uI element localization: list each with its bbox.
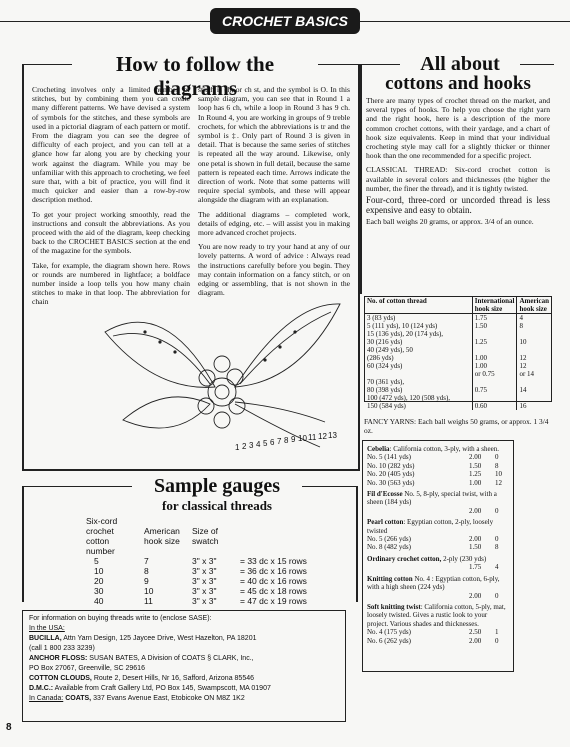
cottons-text	[366, 96, 550, 231]
cell	[517, 330, 551, 338]
cell: 0.60	[472, 402, 517, 410]
cell: 80 (398 yds)	[367, 386, 403, 394]
cell: No. 20 (405 yds)	[367, 470, 415, 479]
cell: 2.00	[469, 591, 482, 600]
crochet-diagram-figure	[85, 292, 355, 464]
diagram-number: 3	[249, 441, 254, 450]
gauges-header-spacer	[236, 516, 311, 556]
diagram-number: 12	[318, 432, 327, 441]
supplier-name: COTTON CLOUDS,	[29, 675, 92, 682]
yarn-row	[367, 462, 509, 470]
cell	[367, 563, 469, 571]
cell: 1.00	[472, 354, 517, 362]
cell: 30	[94, 586, 104, 596]
cell: 5	[94, 556, 99, 566]
cell: 3" x 3"	[192, 566, 217, 576]
cell: 0	[495, 453, 499, 462]
cell: 2.00	[469, 506, 482, 515]
cell: 10	[495, 470, 502, 479]
diagram-number: 2	[242, 442, 247, 451]
supplier-name: BUCILLA,	[29, 635, 62, 642]
supplier-box	[22, 610, 346, 722]
yarn-row	[367, 479, 509, 487]
cell: 2.00	[469, 453, 482, 462]
page-number: 8	[6, 722, 12, 733]
table-row	[365, 330, 551, 338]
fancy-yarns-box	[362, 440, 514, 672]
gauges-title: Sample gauges	[153, 475, 281, 497]
cell: 10	[517, 338, 551, 346]
cell: 1.75	[469, 563, 482, 572]
cell: 30 (216 yds)	[367, 338, 403, 346]
frame-top-left	[22, 64, 72, 65]
usa-label: In the USA:	[29, 625, 65, 632]
cell: No. 5 (266 yds)	[367, 535, 411, 544]
yarn-row	[367, 543, 509, 551]
yarn-name: Soft knitting twist	[367, 602, 421, 611]
diagram-number: 8	[284, 436, 289, 445]
cell: 1.25	[469, 470, 482, 479]
leaf-bottom-left	[123, 397, 210, 428]
table-row	[365, 346, 551, 354]
cell	[472, 346, 517, 354]
cell: 11	[144, 596, 153, 606]
yarn-group	[367, 490, 509, 515]
yarn-group	[367, 603, 509, 645]
gauges-table	[82, 516, 311, 606]
cell: 3 (83 yds)	[367, 314, 396, 322]
cell	[367, 507, 469, 515]
table-row	[82, 556, 311, 566]
cell: 10	[144, 586, 154, 596]
fancy-yarns-text	[364, 418, 550, 435]
gauges-header: Size of swatch	[192, 526, 219, 546]
yarn-desc: 2-ply (230 yds)	[441, 554, 487, 563]
yarn-group	[367, 518, 509, 552]
cell: 70 (361 yds),	[367, 378, 405, 386]
table-row	[365, 322, 551, 330]
supplier-line	[29, 644, 339, 654]
table-row	[365, 354, 551, 362]
cell: No. 10 (282 yds)	[367, 461, 415, 470]
supplier-name: D.M.C.:	[29, 685, 54, 692]
cell: 4	[517, 314, 551, 323]
cell: No. 6 (262 yds)	[367, 636, 411, 645]
yarn-group	[367, 445, 509, 487]
gauges-header: American hook size	[144, 526, 180, 546]
yarn-name: Ordinary crochet cotton,	[367, 554, 442, 563]
yarn-row	[367, 637, 509, 645]
supplier-text: SUSAN BATES, A Division of COATS § CLARK, Inc.,	[87, 655, 254, 662]
cell: 20	[94, 576, 104, 586]
cell: 9	[144, 576, 149, 586]
table-row	[82, 566, 311, 576]
diagram-number: 13	[328, 431, 337, 440]
cell: 3" x 3"	[192, 596, 217, 606]
yarn-name: Pearl cotton	[367, 518, 404, 527]
cell	[472, 378, 517, 386]
cottons-title-1: All about	[420, 53, 500, 75]
cell: 2.50	[469, 628, 482, 637]
canada-label: In Canada:	[29, 695, 64, 702]
yarn-desc: : California cotton, 3-ply, with a sheen.	[389, 445, 499, 453]
cell: = 47 dc x 19 rows	[240, 596, 307, 606]
cell	[517, 378, 551, 386]
diagrams-para-4: stitch is ch, or ch st, and the symbol is O. In this sample diagram, you can see that in Round 1 a loop has 6 ch, while a loop in Round 3 has 9 ch. In Round 4, you are working in groups of 9 treble crochets, for which the abbreviations is tr and the symbol is ‡. Only part of Round 3 is given in detail. That is because the same series of stitches is repeated all the way around. Likewise, only one petal is shown in full detail, because the same pattern is repeated each time. Arrows indicate the direction of work. Note that some patterns will require special symbols, and these will appear alongside the diagram with an explanation.	[198, 85, 350, 205]
cell: 0	[495, 591, 499, 600]
cell: No. 4 (175 yds)	[367, 628, 411, 637]
cell: 12	[517, 354, 551, 362]
leaf-left	[105, 322, 215, 387]
table-row	[365, 314, 551, 323]
hook-table	[365, 297, 551, 410]
cell: 8	[144, 566, 149, 576]
diagrams-para-1: Crocheting involves only a limited number of stitches, but by combining them you can create many different patterns. We have devised a system of symbols for the stitches, and these symbols are used in a pictorial diagram of each pattern or motif. From the diagram you can see the degree of difficulty of each project, and you can tell at a glance how far along you are by checking your work against the diagram. While you may be unfamiliar with this approach to crocheting, we feel sure that, with a bit of practice, you will find it much quicker and easier than a row-by-row description method.	[32, 85, 190, 205]
cell	[517, 346, 551, 354]
cottons-title-2: cottons and hooks	[385, 73, 531, 94]
cell: 4	[495, 563, 499, 572]
cell: 1.50	[472, 322, 517, 330]
cottons-frame-top-left	[360, 64, 400, 65]
fancy-label: FANCY YARNS	[364, 417, 415, 426]
diagrams-title: How to follow the diagrams	[115, 52, 275, 100]
table-row	[82, 576, 311, 586]
supplier-line-canada	[29, 694, 339, 704]
table-row	[365, 402, 551, 410]
yarn-name: Knitting cotton	[367, 574, 413, 583]
diagram-number: 7	[277, 437, 282, 446]
hook-table-header: No. of cotton thread	[365, 297, 472, 314]
supplier-name: COATS,	[65, 695, 92, 702]
yarn-row	[367, 563, 509, 571]
cell: 14	[517, 386, 551, 394]
diagrams-col-2	[198, 85, 350, 302]
supplier-text: PO Box 27067, Greenville, SC 29616	[29, 665, 145, 672]
cell: 1.75	[472, 314, 517, 323]
hook-table-header: International hook size	[472, 297, 517, 314]
diagram-number: 5	[263, 439, 268, 448]
gauges-subtitle: for classical threads	[161, 498, 272, 513]
fancy-text: : Each ball weighs 50 grams, or approx. 1 3/4 oz.	[364, 417, 549, 435]
supplier-line	[29, 634, 339, 644]
cell: No. 5 (141 yds)	[367, 453, 411, 462]
yarn-row	[367, 535, 509, 543]
ply-text: Four-cord, three-cord or uncorded thread is less expensive and easy to obtain.	[366, 195, 550, 216]
diagram-number: 1	[235, 443, 240, 452]
table-row	[365, 378, 551, 386]
cell: or 0.75	[472, 370, 517, 378]
cell: 60 (324 yds)	[367, 362, 403, 370]
yarn-desc: : Egyptian cotton, 2-ply, loosely twisted	[367, 518, 494, 535]
supplier-text: Attn Yarn Design, 125 Jaycee Drive, West Hazelton, PA 18201	[61, 635, 257, 642]
supplier-line	[29, 664, 339, 674]
cell: 1.00	[469, 478, 482, 487]
leaf-right	[235, 304, 340, 387]
cell: 0	[495, 636, 499, 645]
cell: 8	[495, 543, 499, 552]
cell: 10	[94, 566, 104, 576]
yarn-name: Fil d'Ecosse	[367, 490, 403, 499]
table-row	[365, 370, 551, 378]
yarn-row	[367, 628, 509, 636]
diagrams-para-2: To get your project working smoothly, read the instructions and consult the abbreviations. As you proceed with the aid of the diagram, keep checking back to the CROCHET BASICS section at the end of the magazine for the symbols.	[32, 209, 190, 256]
cell: 40	[94, 596, 104, 606]
cell: or 14	[517, 370, 551, 378]
diagram-number: 11	[308, 433, 317, 442]
cell	[472, 330, 517, 338]
yarn-desc: : California cotton, 5-ply, mat, loosely twisted. Gives a rustic look to your project. Various shades and thicknesses.	[367, 602, 506, 628]
yarn-desc: No. 4 : Egyptian cotton, 6-ply, with a high sheen (224 yds)	[367, 574, 500, 592]
table-row	[365, 386, 551, 394]
diagram-number: 10	[298, 434, 307, 443]
yarn-row	[367, 470, 509, 478]
cell: 2.00	[469, 535, 482, 544]
cell: (286 yds)	[367, 354, 394, 362]
cell: No. 8 (482 yds)	[367, 543, 411, 552]
cell: 16	[517, 402, 551, 410]
classical-paragraph	[366, 165, 550, 193]
cell: 12	[517, 362, 551, 370]
yarn-row	[367, 507, 509, 515]
cell: 0.75	[472, 386, 517, 394]
yarn-group	[367, 575, 509, 600]
hook-table-frame	[364, 296, 552, 410]
cell: 1.50	[469, 461, 482, 470]
cell: 3" x 3"	[192, 586, 217, 596]
cell	[517, 394, 551, 402]
supplier-text: (call 1 800 233 3239)	[29, 645, 95, 652]
gauges-header: Six-cord crochet cotton number	[86, 516, 118, 556]
diagram-number: 6	[270, 438, 275, 447]
skein-text: Each ball weighs 20 grams, or approx. 3/4 of an ounce.	[366, 217, 534, 227]
cottons-frame-top-right	[520, 64, 554, 65]
gauges-header-row	[82, 516, 311, 556]
cell: = 45 dc x 18 rows	[240, 586, 307, 596]
frame-top-right	[318, 64, 358, 65]
cell: 0	[495, 535, 499, 544]
yarn-group	[367, 555, 509, 572]
cell: = 33 dc x 15 rows	[240, 556, 307, 566]
yarn-row	[367, 453, 509, 461]
table-row	[365, 362, 551, 370]
cell: 1	[495, 628, 499, 637]
supplier-text: Available from Craft Gallery Ltd, PO Box 145, Swampscott, MA 01907	[53, 685, 271, 692]
cell: 5 (111 yds), 10 (124 yds)	[367, 322, 438, 330]
cottons-intro: There are many types of crochet thread on the market, and several types of hooks. To help you choose the right yarn and the right hook, here is a description of the more common crochet cottons, with their yardage, and a chart of hook size equivalents. Keep in mind that your individual crocheting style may call for a slightly thicker or thinner hook than the one recommended for a specific project.	[366, 96, 550, 161]
diagram-number: 9	[291, 435, 296, 444]
cell: = 40 dc x 16 rows	[240, 576, 307, 586]
cell: 100 (472 yds), 120 (508 yds),	[367, 394, 451, 402]
table-row	[365, 338, 551, 346]
table-row	[82, 586, 311, 596]
classical-label: CLASSICAL THREAD	[366, 165, 446, 175]
cell: 40 (249 yds), 50	[367, 346, 413, 354]
table-row	[82, 596, 311, 606]
cell: 150 (584 yds)	[367, 402, 406, 410]
cell: 1.25	[472, 338, 517, 346]
banner-rule-right	[360, 21, 570, 22]
cell: 2.00	[469, 636, 482, 645]
diagrams-col-1	[32, 85, 190, 312]
supplier-text: 337 Evans Avenue East, Etobicoke ON M8Z 1K2	[91, 695, 245, 702]
cell: 0	[495, 506, 499, 515]
section-banner: CROCHET BASICS	[210, 8, 360, 34]
cell: = 36 dc x 16 rows	[240, 566, 307, 576]
supplier-line	[29, 684, 339, 694]
hook-table-header: American hook size	[517, 297, 551, 314]
cell: 12	[495, 478, 502, 487]
cell: No. 30 (563 yds)	[367, 478, 415, 487]
cell: 15 (136 yds), 20 (174 yds),	[367, 330, 444, 338]
cell: 8	[517, 322, 551, 330]
classical-text: : Six-cord crochet cotton is available in several colors and thicknesses (the higher the number, the finer the thread), and it is tightly twisted.	[366, 165, 550, 193]
cell	[472, 394, 517, 402]
diagrams-para-6: You are now ready to try your hand at any of our lovely patterns. A word of advice : Always read the instructions carefully before you begin. They may contain information on a fancy stitch, or on edging or assembling, that is not shown in the diagram.	[198, 242, 350, 298]
cell	[365, 370, 472, 378]
yarn-name: Cebelia	[367, 445, 390, 453]
diagrams-para-5: The additional diagrams – completed work, details of edging, etc. – will assist you in making more advanced crochet projects.	[198, 209, 350, 238]
supplier-text: Route 2, Desert Hills, Nr 16, Safford, Arizona 85546	[91, 675, 254, 682]
cell: 3" x 3"	[192, 576, 217, 586]
table-row	[365, 394, 551, 402]
supplier-line	[29, 654, 339, 664]
cell	[367, 592, 469, 600]
diagrams-para-3: Take, for example, the diagram shown here. Rows or rounds are numbered in lightface; a boldface number inside a loop tells you how many chain stitches to make in that loop. The abbreviation for chain	[32, 260, 190, 307]
supplier-name: ANCHOR FLOSS:	[29, 655, 88, 662]
cell: 8	[495, 461, 499, 470]
cell: 3" x 3"	[192, 556, 217, 566]
cell: 7	[144, 556, 149, 566]
yarn-row	[367, 592, 509, 600]
supplier-intro: For information on buying threads write to (enclose SASE):	[29, 615, 212, 622]
cell: 1.00	[472, 362, 517, 370]
cell: 1.50	[469, 543, 482, 552]
diagram-number: 4	[256, 440, 261, 449]
supplier-line	[29, 674, 339, 684]
banner-rule-left	[0, 21, 210, 22]
yarn-desc: No. 5, 8-ply, special twist, with a sheen (184 yds)	[367, 490, 497, 507]
